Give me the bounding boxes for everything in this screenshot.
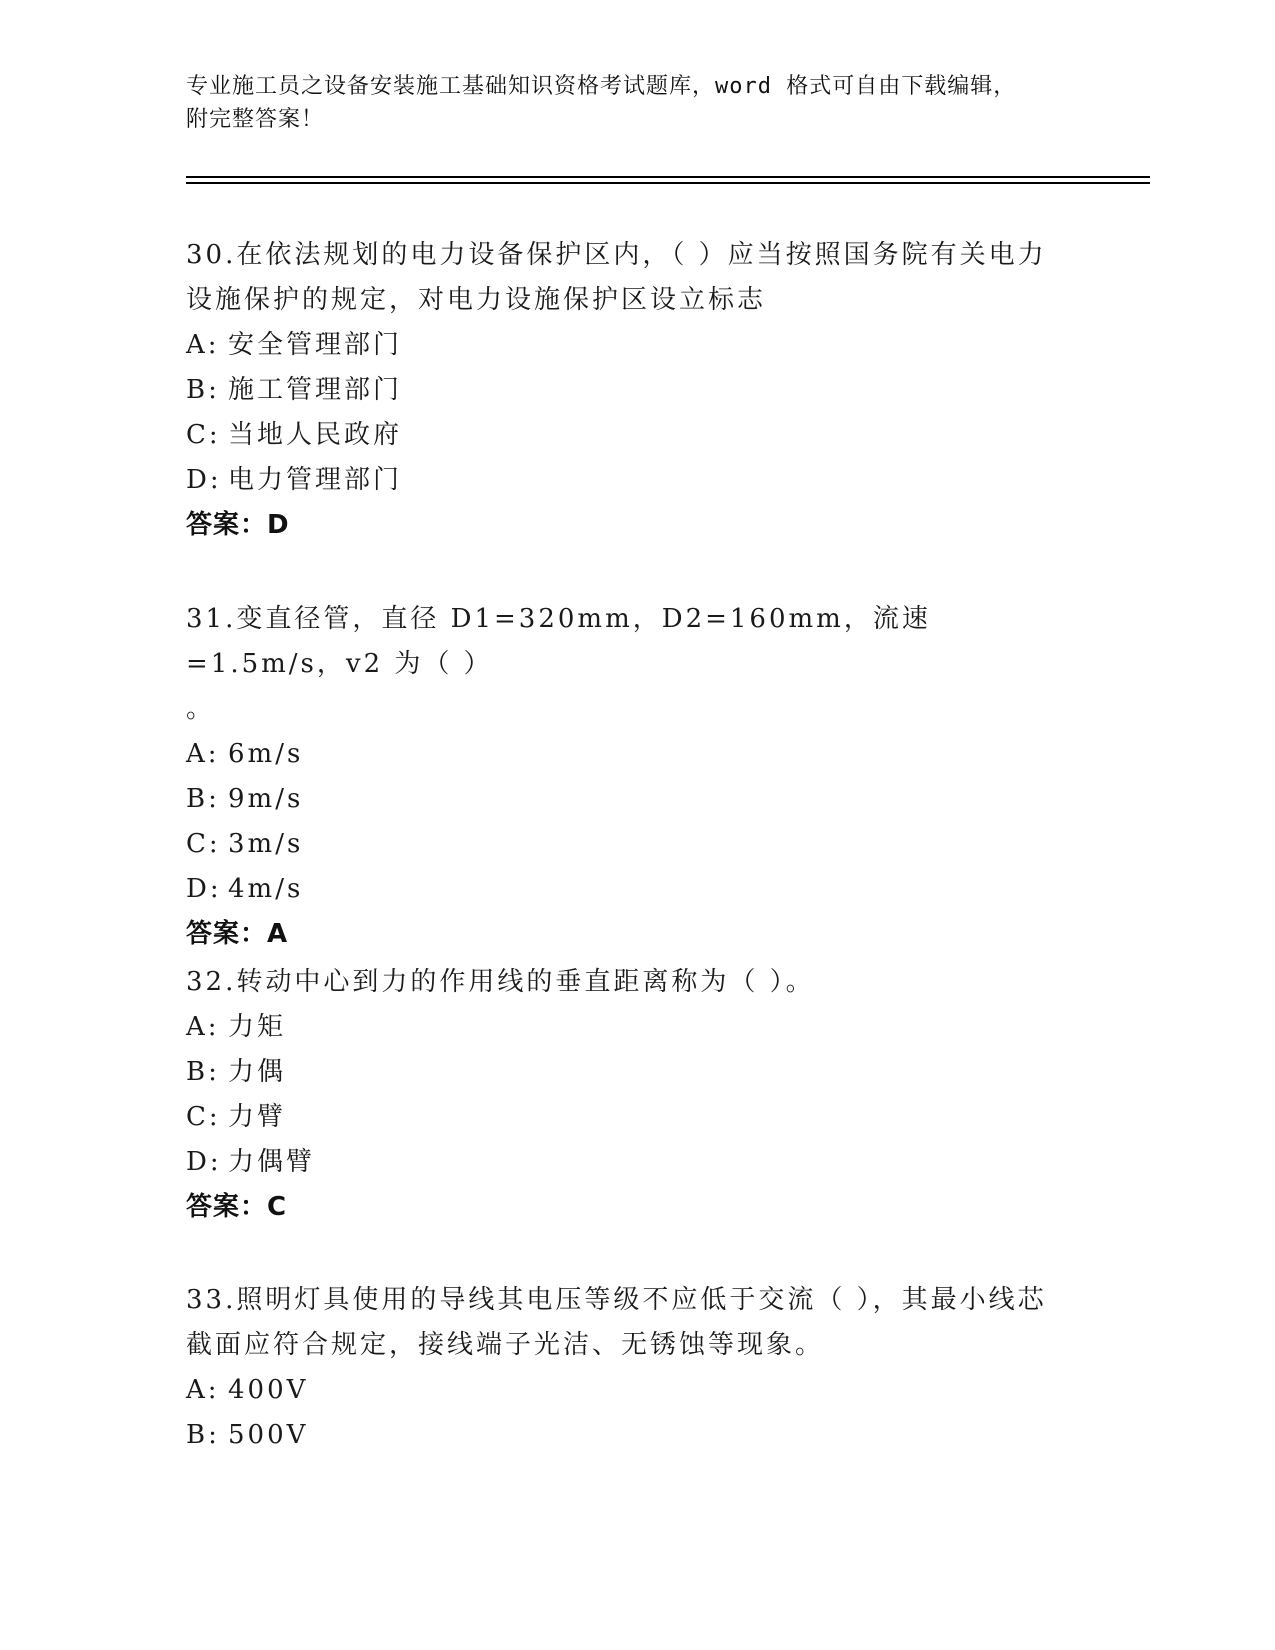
option-letter: C:	[186, 829, 221, 859]
option-letter: C:	[186, 420, 221, 450]
header-divider-top	[186, 176, 1150, 178]
option-letter: D:	[186, 1147, 222, 1177]
option-b	[186, 1413, 1066, 1458]
option-d	[186, 867, 1066, 912]
question-stem-line: 截面应符合规定，接线端子光洁、无锈蚀等现象。	[186, 1330, 825, 1360]
option-text: 施工管理部门	[228, 375, 403, 405]
answer-line: 答案：C	[186, 1192, 288, 1222]
question-31	[186, 597, 1066, 957]
option-c	[186, 1095, 1066, 1140]
option-c	[186, 413, 1066, 458]
question-32	[186, 960, 1066, 1230]
option-text: 6m/s	[228, 739, 304, 769]
option-letter: A:	[186, 1012, 220, 1042]
option-text: 400V	[228, 1375, 309, 1405]
question-stem-line: 33.照明灯具使用的导线其电压等级不应低于交流（ ），其最小线芯	[186, 1285, 1047, 1315]
option-letter: A:	[186, 1375, 220, 1405]
question-stem-line: 32.转动中心到力的作用线的垂直距离称为（ ）。	[186, 967, 815, 997]
option-text: 500V	[228, 1420, 309, 1450]
option-letter: C:	[186, 1102, 221, 1132]
option-text: 力偶	[228, 1057, 287, 1087]
header-line-1: 专业施工员之设备安装施工基础知识资格考试题库，word 格式可自由下载编辑，	[186, 74, 1017, 99]
header-divider-bottom	[186, 182, 1150, 184]
option-a	[186, 323, 1066, 368]
option-letter: B:	[186, 1420, 220, 1450]
option-text: 力臂	[228, 1102, 287, 1132]
option-text: 3m/s	[228, 829, 304, 859]
question-stem-line: 设施保护的规定，对电力设施保护区设立标志	[186, 285, 767, 315]
option-text: 力矩	[228, 1012, 287, 1042]
option-d	[186, 458, 1066, 503]
answer-line: 答案：D	[186, 510, 290, 540]
option-letter: B:	[186, 375, 220, 405]
option-a	[186, 1005, 1066, 1050]
option-b	[186, 368, 1066, 413]
option-letter: B:	[186, 784, 220, 814]
option-letter: D:	[186, 465, 222, 495]
option-c	[186, 822, 1066, 867]
option-letter: B:	[186, 1057, 220, 1087]
question-stem-line: 30.在依法规划的电力设备保护区内，（ ）应当按照国务院有关电力	[186, 240, 1047, 270]
option-a	[186, 732, 1066, 777]
answer-line: 答案：A	[186, 919, 289, 949]
option-b	[186, 777, 1066, 822]
option-letter: A:	[186, 330, 220, 360]
question-33	[186, 1278, 1066, 1458]
option-text: 当地人民政府	[228, 420, 403, 450]
question-stem-line: 。	[186, 694, 216, 724]
option-text: 电力管理部门	[228, 465, 403, 495]
option-text: 力偶臂	[228, 1147, 316, 1177]
option-d	[186, 1140, 1066, 1185]
header-line-2: 附完整答案！	[186, 107, 325, 132]
option-a	[186, 1368, 1066, 1413]
document-header	[186, 70, 1066, 136]
question-stem-line: 31.变直径管，直径 D1=320mm，D2=160mm，流速=1.5m/s，v2 为（ ）	[186, 604, 931, 679]
option-text: 安全管理部门	[228, 330, 403, 360]
option-letter: D:	[186, 874, 222, 904]
option-text: 4m/s	[228, 874, 304, 904]
option-text: 9m/s	[228, 784, 304, 814]
option-b	[186, 1050, 1066, 1095]
option-letter: A:	[186, 739, 220, 769]
question-30	[186, 233, 1066, 548]
